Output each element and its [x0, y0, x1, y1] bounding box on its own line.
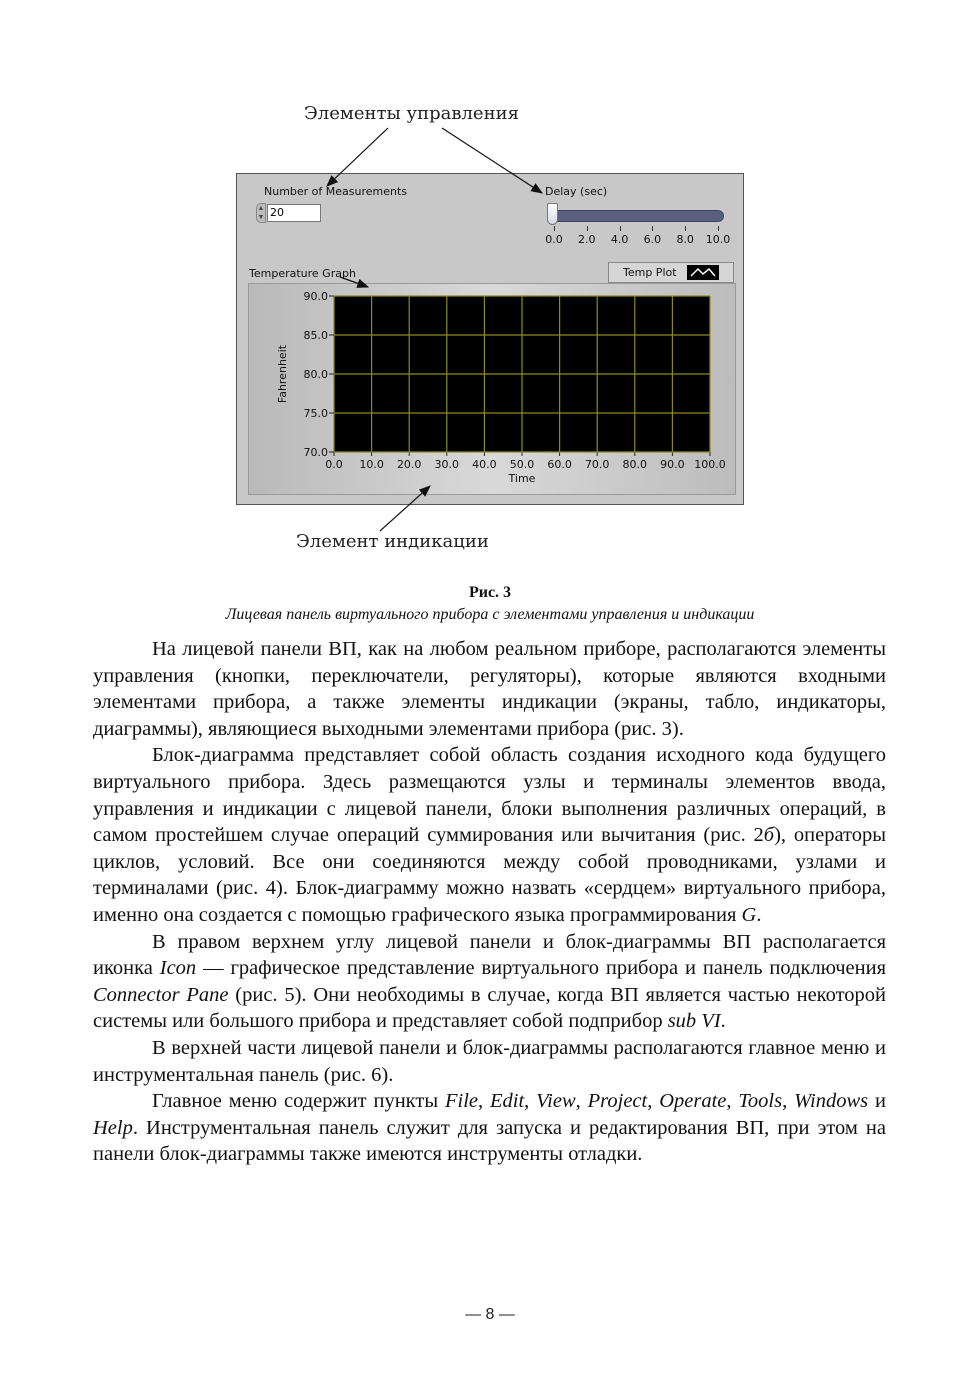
- arrow-to-delay-slider: [442, 128, 542, 193]
- slider-tick-label: 6.0: [643, 233, 662, 246]
- figure-label-indicator: Элемент индикации: [296, 531, 489, 552]
- delay-slider-label: Delay (sec): [545, 185, 608, 198]
- increment-decrement-icon[interactable]: ▲ ▼: [257, 204, 265, 221]
- slider-tick-label: 0.0: [545, 233, 563, 246]
- figure-arrows: [0, 0, 980, 560]
- y-tick-label: 90.0: [303, 290, 328, 303]
- x-tick-label: 20.0: [396, 458, 422, 471]
- y-tick-label: 70.0: [303, 446, 328, 459]
- paragraph-4: В верхней части лицевой панели и блок-диаграммы располагаются главное меню и инструментальная панель (рис. 6).: [93, 1036, 886, 1086]
- slider-tick-label: 10.0: [705, 233, 731, 246]
- y-tick-label: 75.0: [303, 407, 328, 420]
- paragraph-1: На лицевой панели ВП, как на любом реальном приборе, располагаются элементы управления (кнопки, переключатели, регуляторы), которые являются входными элементами прибора, а также элементы индикации (экраны, табло, индикаторы, диаграммы), являющиеся выходными элементами прибора (рис. 3).: [93, 638, 886, 740]
- graph-title: Temperature Graph: [249, 267, 356, 280]
- slider-tick-label: 8.0: [676, 233, 694, 246]
- x-tick-label: 80.0: [622, 458, 648, 471]
- slider-tick-label: 4.0: [610, 233, 629, 246]
- legend-plot-name: Temp Plot: [623, 266, 677, 279]
- figure-label-controls: Элементы управления: [304, 103, 519, 124]
- figure-caption-subtitle: Лицевая панель виртуального прибора с элементами управления и индикации: [225, 606, 755, 623]
- y-tick-label: 85.0: [303, 329, 328, 342]
- paragraph-3: В правом верхнем углу лицевой панели и блок-диаграммы ВП располагается иконка Icon — графическое представление виртуального прибора и панель подключения Connector Pane (рис. 5). Они необходимы в случае, когда ВП является частью некоторой системы или большого прибора и представляет собой подприбор sub VI.: [93, 930, 886, 1033]
- x-tick-label: 10.0: [359, 458, 384, 471]
- x-tick-label: 0.0: [325, 458, 343, 471]
- arrow-to-graph-title: [340, 277, 368, 287]
- arrow-to-graph: [380, 486, 430, 531]
- x-tick-label: 30.0: [434, 458, 460, 471]
- y-tick-label: 80.0: [303, 368, 328, 381]
- y-axis-label: Fahrenheit: [276, 344, 289, 404]
- x-tick-label: 60.0: [547, 458, 572, 471]
- x-tick-label: 100.0: [694, 458, 726, 471]
- x-axis-label: Time: [508, 472, 536, 485]
- arrow-to-number-control: [327, 128, 388, 186]
- x-tick-label: 70.0: [584, 458, 610, 471]
- paragraph-2: Блок-диаграмма представляет собой область создания исходного кода будущего виртуального прибора. Здесь размещаются узлы и терминалы элементов ввода, управления и индикации с лицевой панели, блоки выполнения различных операций, в самом простейшем случае операций суммирования или вычитания (рис. 2б), операторы циклов, условий. Все они соединяются между собой проводниками, узлами и терминалами (рис. 4). Блок-диаграмму можно назвать «сердцем» виртуального прибора, именно она создается с помощью графического языка программирования G.: [93, 744, 886, 926]
- x-tick-label: 50.0: [509, 458, 535, 471]
- number-of-measurements-input[interactable]: 20: [267, 204, 321, 222]
- x-tick-label: 90.0: [660, 458, 685, 471]
- slider-tick-label: 2.0: [578, 233, 596, 246]
- figure-caption-title: Рис. 3: [468, 584, 512, 601]
- x-tick-label: 40.0: [472, 458, 497, 471]
- page-number: — 8 —: [465, 1306, 515, 1323]
- number-control-label: Number of Measurements: [264, 185, 408, 198]
- paragraph-5: Главное меню содержит пункты File, Edit, View, Project, Operate, Tools, Windows и Help. Инструментальная панель служит для запуска и редактирования ВП, при этом на панели блок-диаграммы также имеются инструменты отладки.: [93, 1090, 886, 1166]
- body-text: [93, 636, 886, 1168]
